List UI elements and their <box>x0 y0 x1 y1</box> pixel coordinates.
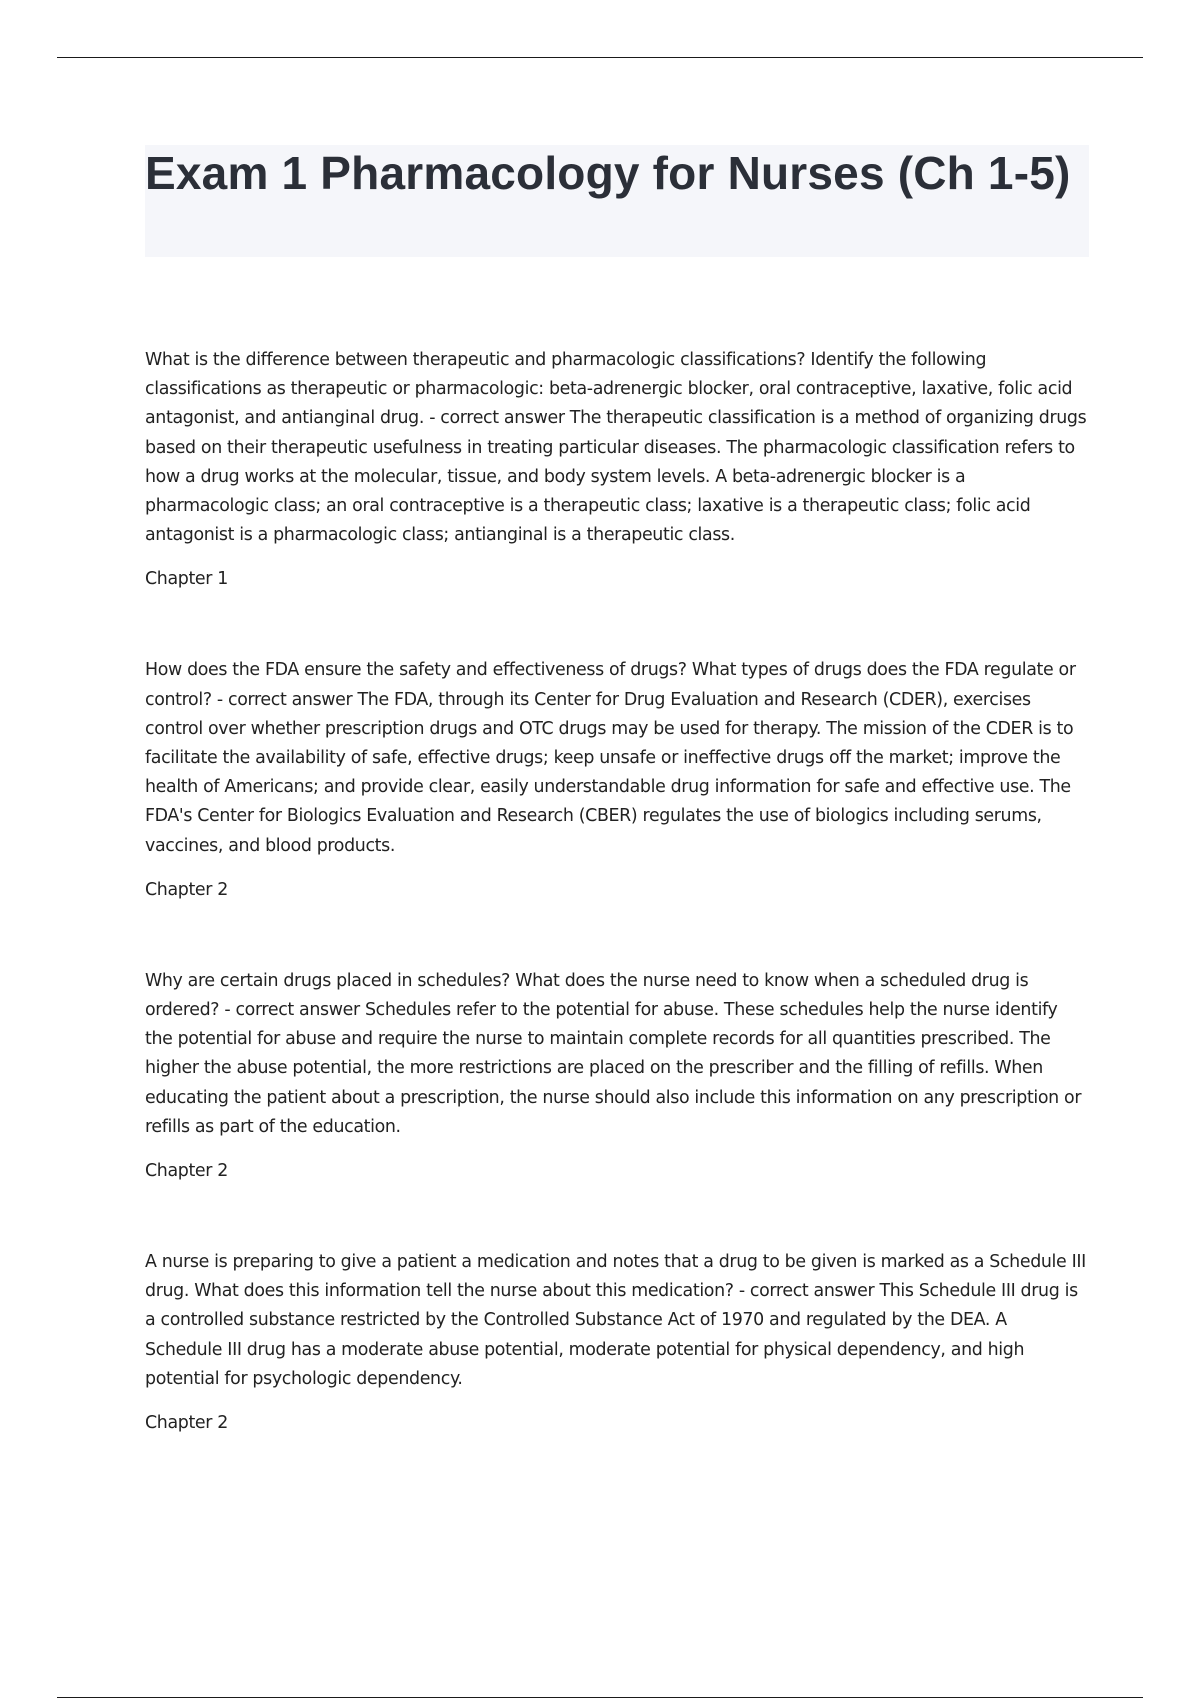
question-answer-text: A nurse is preparing to give a patient a medication and notes that a drug to be given is marked as a Schedule III drug. What does this information tell the nurse about this medication? - correct answer This Schedule III drug is a controlled substance restricted by the Controlled Substance Act of 1970 and regulated by the DEA. A Schedule III drug has a moderate abuse potential, moderate potential for physical dependency, and high potential for psychologic dependency. <box>145 1252 1086 1389</box>
chapter-label: Chapter 1 <box>145 569 228 590</box>
flashcard <box>145 1248 1089 1438</box>
flashcard <box>145 967 1089 1186</box>
top-rule <box>57 57 1143 58</box>
bottom-rule <box>57 1697 1143 1698</box>
flashcard-list <box>145 346 1089 1438</box>
chapter-label: Chapter 2 <box>145 1161 228 1182</box>
chapter-label: Chapter 2 <box>145 879 228 900</box>
title-banner <box>145 145 1089 257</box>
document-title: Exam 1 Pharmacology for Nurses (Ch 1-5) <box>145 147 1071 199</box>
flashcard <box>145 346 1089 594</box>
question-answer-text: What is the difference between therapeutic and pharmacologic classifications? Identify the following classifications as therapeutic or pharmacologic: beta-adrenergic blocker, oral contraceptive, laxative, folic acid antagonist, and antianginal drug. - correct answer The therapeutic classification is a method of organizing drugs based on their therapeutic usefulness in treating particular diseases. The pharmacologic classification refers to how a drug works at the molecular, tissue, and body system levels. A beta-adrenergic blocker is a pharmacologic class; an oral contraceptive is a therapeutic class; laxative is a therapeutic class; folic acid antagonist is a pharmacologic class; antianginal is a therapeutic class. <box>145 350 1087 546</box>
flashcard <box>145 656 1089 904</box>
question-answer-text: How does the FDA ensure the safety and effectiveness of drugs? What types of drugs does the FDA regulate or control? - correct answer The FDA, through its Center for Drug Evaluation and Research (CDER), exercises control over whether prescription drugs and OTC drugs may be used for therapy. The mission of the CDER is to facilitate the availability of safe, effective drugs; keep unsafe or ineffective drugs off the market; improve the health of Americans; and provide clear, easily understandable drug information for safe and effective use. The FDA's Center for Biologics Evaluation and Research (CBER) regulates the use of biologics including serums, vaccines, and blood products. <box>145 660 1076 856</box>
question-answer-text: Why are certain drugs placed in schedules? What does the nurse need to know when a scheduled drug is ordered? - correct answer Schedules refer to the potential for abuse. These schedules help the nurse identify the potential for abuse and require the nurse to maintain complete records for all quantities prescribed. The higher the abuse potential, the more restrictions are placed on the prescriber and the filling of refills. When educating the patient about a prescription, the nurse should also include this information on any prescription or refills as part of the education. <box>145 970 1082 1137</box>
chapter-label: Chapter 2 <box>145 1413 228 1434</box>
